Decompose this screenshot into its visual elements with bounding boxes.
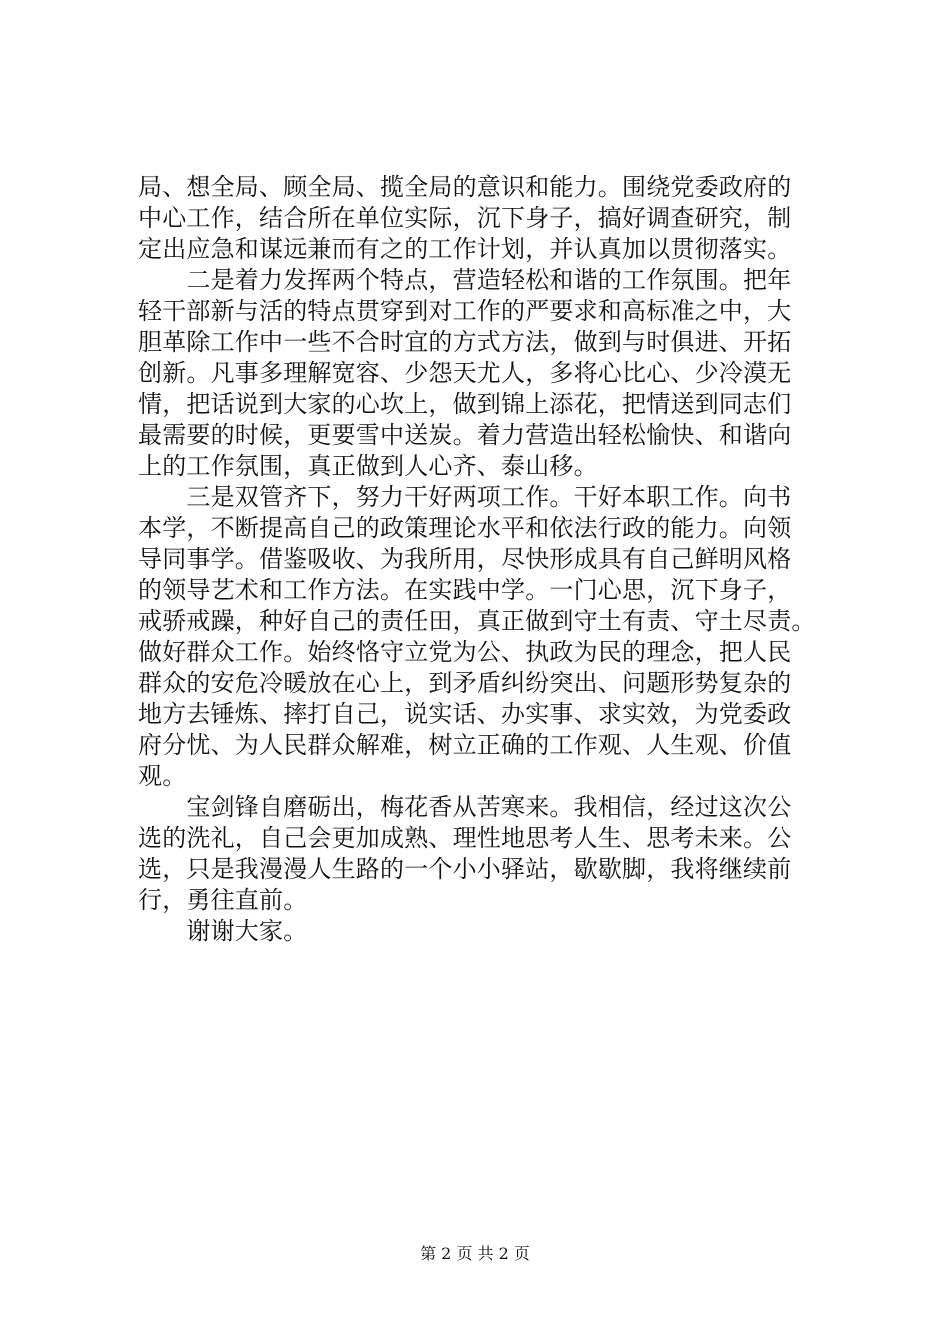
text-line: 群众的安危冷暖放在心上，到矛盾纠纷突出、问题形势复杂的 — [138, 669, 792, 697]
text-line: 地方去锤炼、摔打自己，说实话、办实事、求实效，为党委政 — [138, 700, 792, 728]
text-line: 三是双管齐下，努力干好两项工作。干好本职工作。向书 — [138, 483, 792, 511]
text-line: 观。 — [138, 762, 187, 790]
text-line: 轻干部新与活的特点贯穿到对工作的严要求和高标准之中，大 — [138, 297, 792, 325]
text-line: 选的洗礼，自己会更加成熟、理性地思考人生、思考未来。公 — [138, 824, 792, 852]
text-line: 胆革除工作中一些不合时宜的方式方法，做到与时俱进、开拓 — [138, 328, 792, 356]
text-line: 情，把话说到大家的心坎上，做到锦上添花，把情送到同志们 — [138, 390, 792, 418]
text-line: 的领导艺术和工作方法。在实践中学。一门心思，沉下身子， — [138, 576, 792, 604]
text-line: 中心工作，结合所在单位实际，沉下身子，搞好调查研究，制 — [138, 204, 792, 232]
text-line: 府分忧、为人民群众解难，树立正确的工作观、人生观、价值 — [138, 731, 792, 759]
text-line: 谢谢大家。 — [138, 917, 308, 945]
text-line: 最需要的时候，更要雪中送炭。着力营造出轻松愉快、和谐向 — [138, 421, 792, 449]
text-line: 行，勇往直前。 — [138, 886, 308, 914]
text-line: 本学，不断提高自己的政策理论水平和依法行政的能力。向领 — [138, 514, 792, 542]
text-line: 宝剑锋自磨砺出，梅花香从苦寒来。我相信，经过这次公 — [138, 793, 792, 821]
text-line: 创新。凡事多理解宽容、少怨天尤人，多将心比心、少冷漠无 — [138, 359, 792, 387]
page-footer — [0, 1244, 950, 1264]
text-line: 定出应急和谋远兼而有之的工作计划，并认真加以贯彻落实。 — [138, 235, 792, 263]
text-line: 局、想全局、顾全局、揽全局的意识和能力。围绕党委政府的 — [138, 173, 792, 201]
text-line: 上的工作氛围，真正做到人心齐、泰山移。 — [138, 452, 598, 480]
text-line: 做好群众工作。始终恪守立党为公、执政为民的理念，把人民 — [138, 638, 792, 666]
page-number: 第 2 页 共 2 页 — [420, 1244, 530, 1263]
text-line: 二是着力发挥两个特点，营造轻松和谐的工作氛围。把年 — [138, 266, 792, 294]
text-line: 选，只是我漫漫人生路的一个小小驿站，歇歇脚，我将继续前 — [138, 855, 792, 883]
text-line: 戒骄戒躁，种好自己的责任田，真正做到守土有责、守土尽责。 — [138, 607, 816, 635]
body-text — [138, 172, 838, 947]
text-line: 导同事学。借鉴吸收、为我所用，尽快形成具有自己鲜明风格 — [138, 545, 792, 573]
